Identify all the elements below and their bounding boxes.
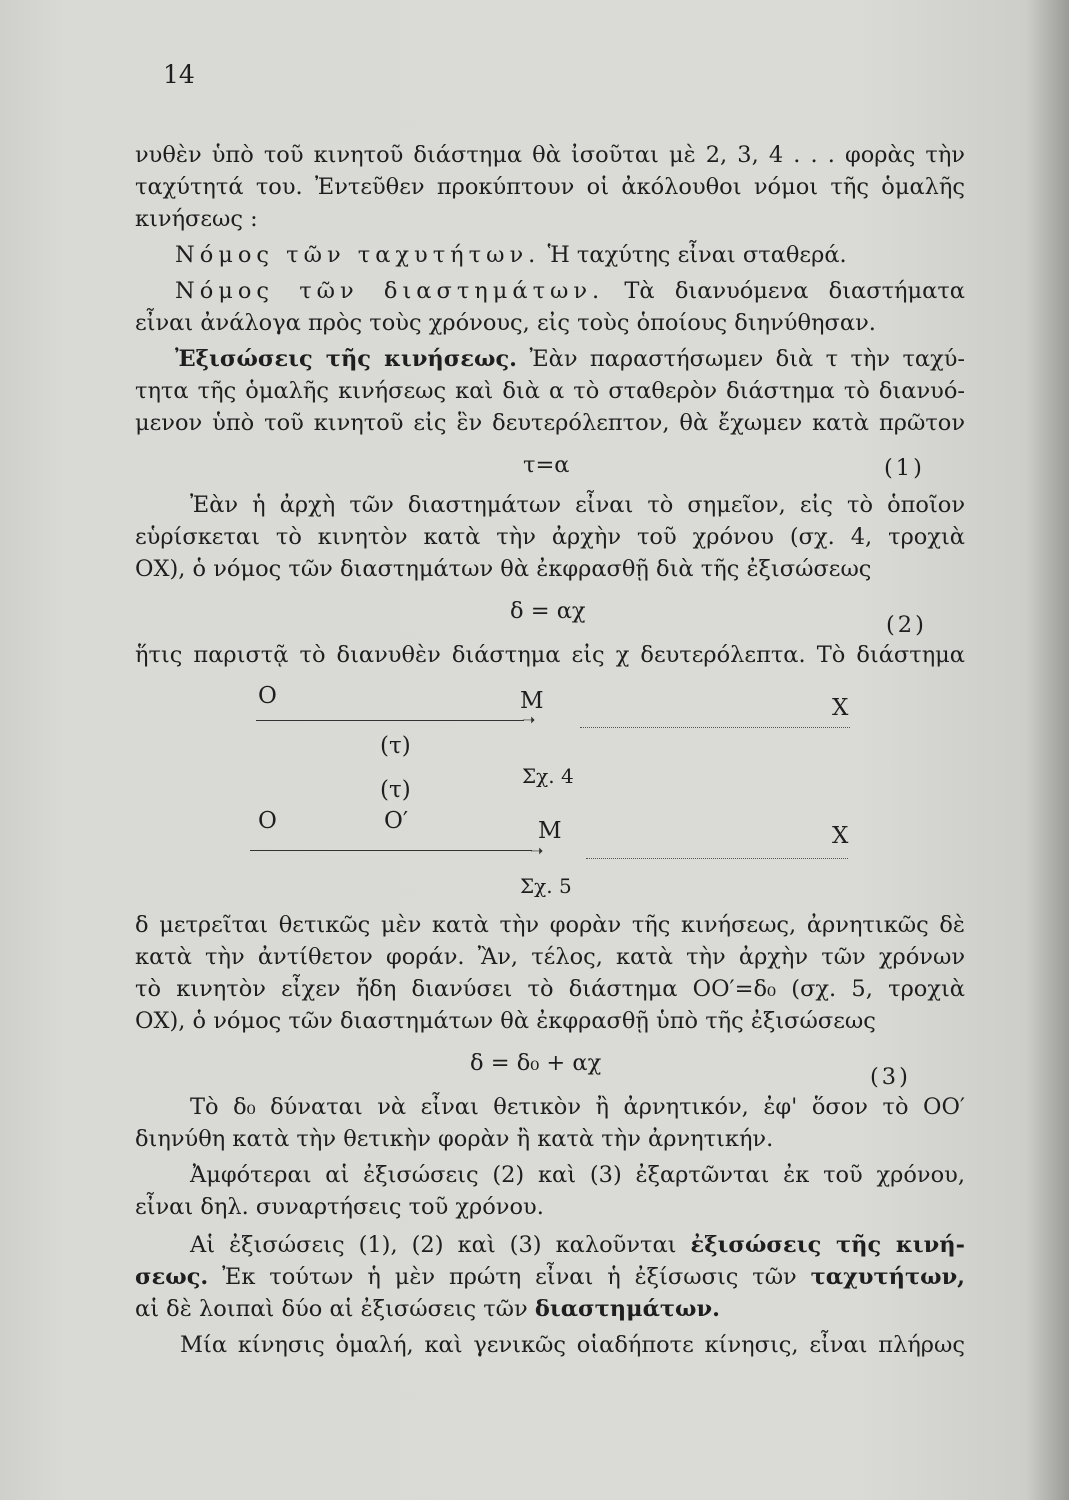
page-number: 14 <box>163 60 195 89</box>
text-line: διηνύθη κατὰ τὴν θετικὴν φορὰν ἢ κατὰ τὴν ἀρνητικήν. <box>135 1126 774 1152</box>
law-text: Τὰ διανυόμενα διαστήματα <box>624 278 965 304</box>
text-line: εἶναι ἀνάλογα πρὸς τοὺς χρόνους, εἰς τοὺς ὁποίους διηνύθησαν. <box>135 310 876 336</box>
point-label-x: Χ <box>832 823 849 849</box>
figure-caption: Σχ. 5 <box>520 874 572 898</box>
figure-caption: Σχ. 4 <box>522 764 574 788</box>
text-line: ΟΧ), ὁ νόμος τῶν διαστημάτων θὰ ἐκφρασθῇ διὰ τῆς ἐξισώσεως <box>135 556 872 582</box>
law-title: Νόμος τῶν ταχυτήτων. <box>175 242 541 268</box>
text-line: τητα τῆς ὁμαλῆς κινήσεως καὶ διὰ α τὸ σταθερὸν διάστημα τὸ διανυό- <box>135 378 965 404</box>
equation-1: τ=α <box>523 452 570 478</box>
bold-term: ταχυτήτων, <box>810 1264 966 1290</box>
text-line: Ἐὰν ἡ ἀρχὴ τῶν διαστημάτων εἶναι τὸ σημεῖον, εἰς τὸ ὁποῖον <box>190 492 965 518</box>
equations-paragraph <box>175 344 965 374</box>
trajectory-line <box>256 720 524 721</box>
arrow-right-icon: ➝ <box>522 710 536 729</box>
equation-3: δ = δ₀ + αχ <box>470 1050 602 1076</box>
text-line: νυθὲν ὑπὸ τοῦ κινητοῦ διάστημα θὰ ἰσοῦται μὲ 2, 3, 4 . . . φορὰς τὴν <box>135 142 965 168</box>
text-line: εὑρίσκεται τὸ κινητὸν κατὰ τὴν ἀρχὴν τοῦ χρόνου (σχ. 4, τροχιὰ <box>135 524 965 550</box>
trajectory-line <box>250 850 532 851</box>
bold-term: σεως. <box>135 1264 209 1290</box>
text-line <box>135 1262 965 1292</box>
text-line: κατὰ τὴν ἀντίθετον φοράν. Ἂν, τέλος, κατὰ τὴν ἀρχὴν τῶν χρόνων <box>135 944 965 970</box>
text-span: Ἐὰν παραστήσωμεν διὰ τ τὴν ταχύ- <box>529 346 965 372</box>
text-line: ἥτις παριστᾷ τὸ διανυθὲν διάστημα εἰς χ δευτερόλεπτα. Τὸ διάστημα <box>135 642 965 668</box>
text-line: τὸ κινητὸν εἶχεν ἤδη διανύσει τὸ διάστημα ΟΟ′=δ₀ (σχ. 5, τροχιὰ <box>135 976 965 1002</box>
trajectory-dotted-line <box>580 727 850 728</box>
text-line: μενον ὑπὸ τοῦ κινητοῦ εἰς ἓν δευτερόλεπτον, θὰ ἔχωμεν κατὰ πρῶτον <box>135 410 965 436</box>
point-label-m: Μ <box>520 688 544 714</box>
text-line <box>190 1230 965 1260</box>
text-line: Μία κίνησις ὁμαλή, καὶ γενικῶς οἱαδήποτε κίνησις, εἶναι πλήρως <box>180 1332 965 1358</box>
equation-number-2: (2) <box>886 612 927 638</box>
law-velocities <box>175 240 965 270</box>
law-distances <box>175 276 965 306</box>
equation-number-3: (3) <box>870 1064 911 1090</box>
equation-2: δ = αχ <box>510 598 586 624</box>
point-label-o-prime: Ο′ <box>384 808 409 834</box>
law-title: Νόμος τῶν διαστημάτων. <box>175 278 605 304</box>
text-line: κινήσεως : <box>135 206 258 232</box>
law-text: Ἡ ταχύτης εἶναι σταθερά. <box>547 242 847 268</box>
point-label-o: Ο <box>258 808 277 834</box>
text-span: Αἱ ἐξισώσεις (1), (2) καὶ (3) καλοῦνται <box>190 1232 677 1258</box>
velocity-label: (τ) <box>380 733 411 759</box>
point-label-o: Ο <box>258 683 277 709</box>
point-label-x: Χ <box>832 695 849 721</box>
text-span: Ἐκ τούτων ἡ μὲν πρώτη εἶναι ἡ ἐξίσωσις τῶν <box>222 1264 797 1290</box>
text-line <box>135 1294 965 1324</box>
bold-term: ἐξισώσεις τῆς κινή- <box>690 1232 965 1258</box>
text-line: Ἀμφότεραι αἱ ἐξισώσεις (2) καὶ (3) ἐξαρτῶνται ἐκ τοῦ χρόνου, <box>190 1162 965 1188</box>
text-line: δ μετρεῖται θετικῶς μὲν κατὰ τὴν φορὰν τῆς κινήσεως, ἀρνητικῶς δὲ <box>135 912 965 938</box>
text-line: ΟΧ), ὁ νόμος τῶν διαστημάτων θὰ ἐκφρασθῇ ὑπὸ τῆς ἐξισώσεως <box>135 1008 876 1034</box>
bold-term: διαστημάτων. <box>534 1296 720 1322</box>
velocity-label: (τ) <box>380 777 411 803</box>
section-heading: Ἐξισώσεις τῆς κινήσεως. <box>175 346 518 372</box>
text-span: αἱ δὲ λοιπαὶ δύο αἱ ἐξισώσεις τῶν <box>135 1296 528 1322</box>
point-label-m: Μ <box>538 818 562 844</box>
trajectory-dotted-line <box>586 858 848 859</box>
equation-number-1: (1) <box>884 455 925 481</box>
text-line: εἶναι δηλ. συναρτήσεις τοῦ χρόνου. <box>135 1194 544 1220</box>
arrow-right-icon: ➝ <box>530 841 544 860</box>
text-line: ταχύτητά του. Ἐντεῦθεν προκύπτουν οἱ ἀκόλουθοι νόμοι τῆς ὁμαλῆς <box>135 174 965 200</box>
text-line: Τὸ δ₀ δύναται νὰ εἶναι θετικὸν ἢ ἀρνητικόν, ἐφ' ὅσον τὸ ΟΟ′ <box>190 1094 965 1120</box>
